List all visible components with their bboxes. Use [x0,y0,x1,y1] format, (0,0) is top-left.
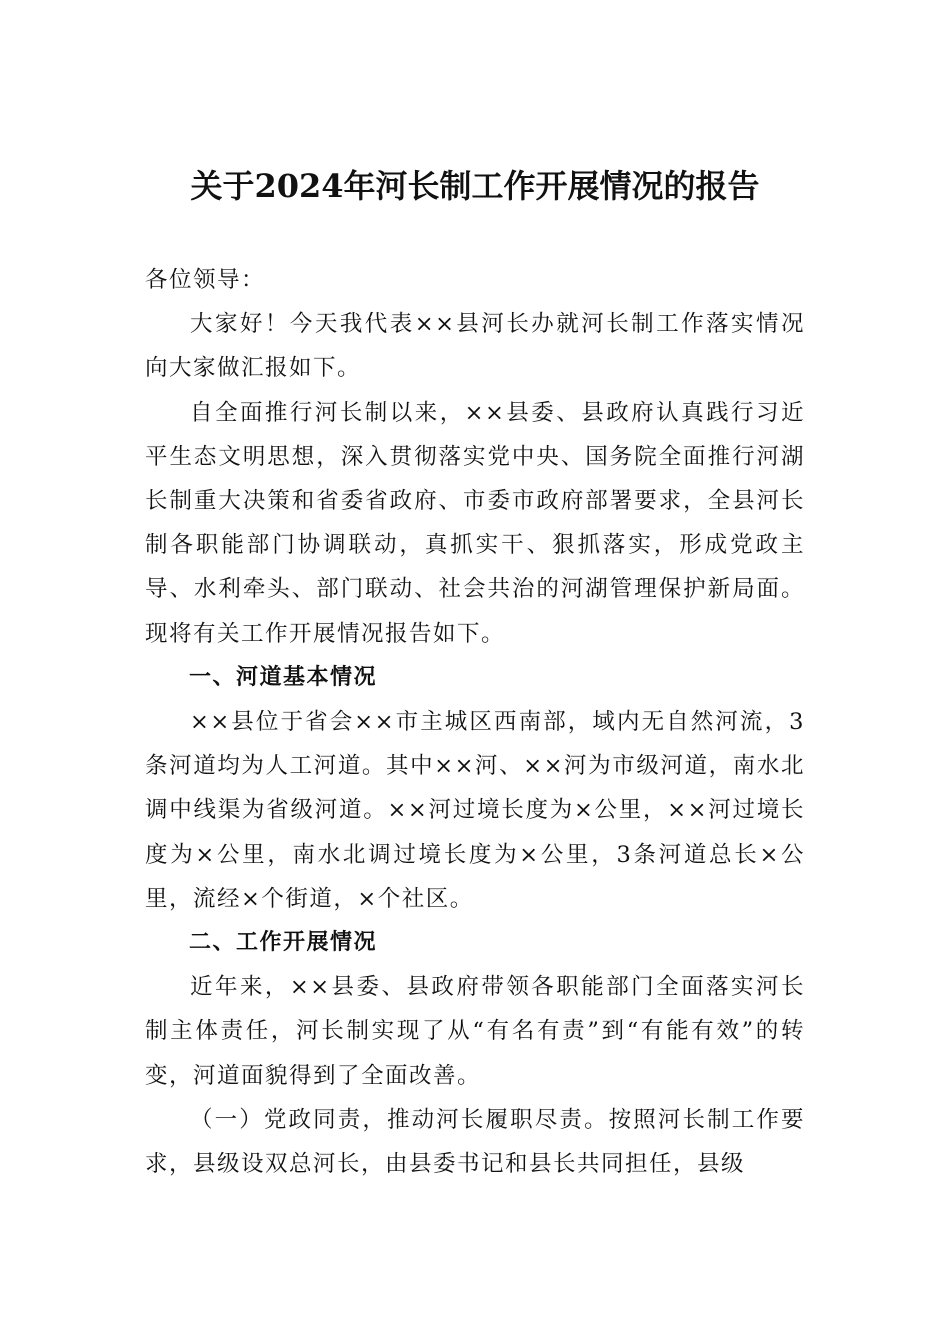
paragraph-work-progress: 近年来，××县委、县政府带领各职能部门全面落实河长制主体责任，河长制实现了从“有名有责”到“有能有效”的转变，河道面貌得到了全面改善。 [145,974,805,1089]
document-title: 关于2024年河长制工作开展情况的报告 [190,167,760,205]
section-heading-work-progress: 二、工作开展情况 [189,930,378,956]
paragraph-greeting: 大家好！今天我代表××县河长办就河长制工作落实情况向大家做汇报如下。 [145,311,805,382]
salutation: 各位领导： [145,267,266,293]
paragraph-river-basics: ××县位于省会××市主城区西南部，域内无自然河流，3条河道均为人工河道。其中××河、××河为市级河道，南水北调中线渠为省级河道。××河过境长度为×公里，××河过境长度为×公里，南水北调过境长度为×公里，3条河道总长×公里，流经×个街道，×个社区。 [145,709,805,912]
section-heading-river-basics: 一、河道基本情况 [189,664,378,690]
paragraph-subsection-one: （一）党政同责，推动河长履职尽责。按照河长制工作要求，县级设双总河长，由县委书记和县长共同担任，县级 [145,1106,805,1178]
document-body [145,258,805,1186]
paragraph-overview: 自全面推行河长制以来，××县委、县政府认真践行习近平生态文明思想，深入贯彻落实党中央、国务院全面推行河湖长制重大决策和省委省政府、市委市政府部署要求，全县河长制各职能部门协调联动，真抓实干、狠抓落实，形成党政主导、水利牵头、部门联动、社会共治的河湖管理保护新局面。现将有关工作开展情况报告如下。 [145,399,805,647]
